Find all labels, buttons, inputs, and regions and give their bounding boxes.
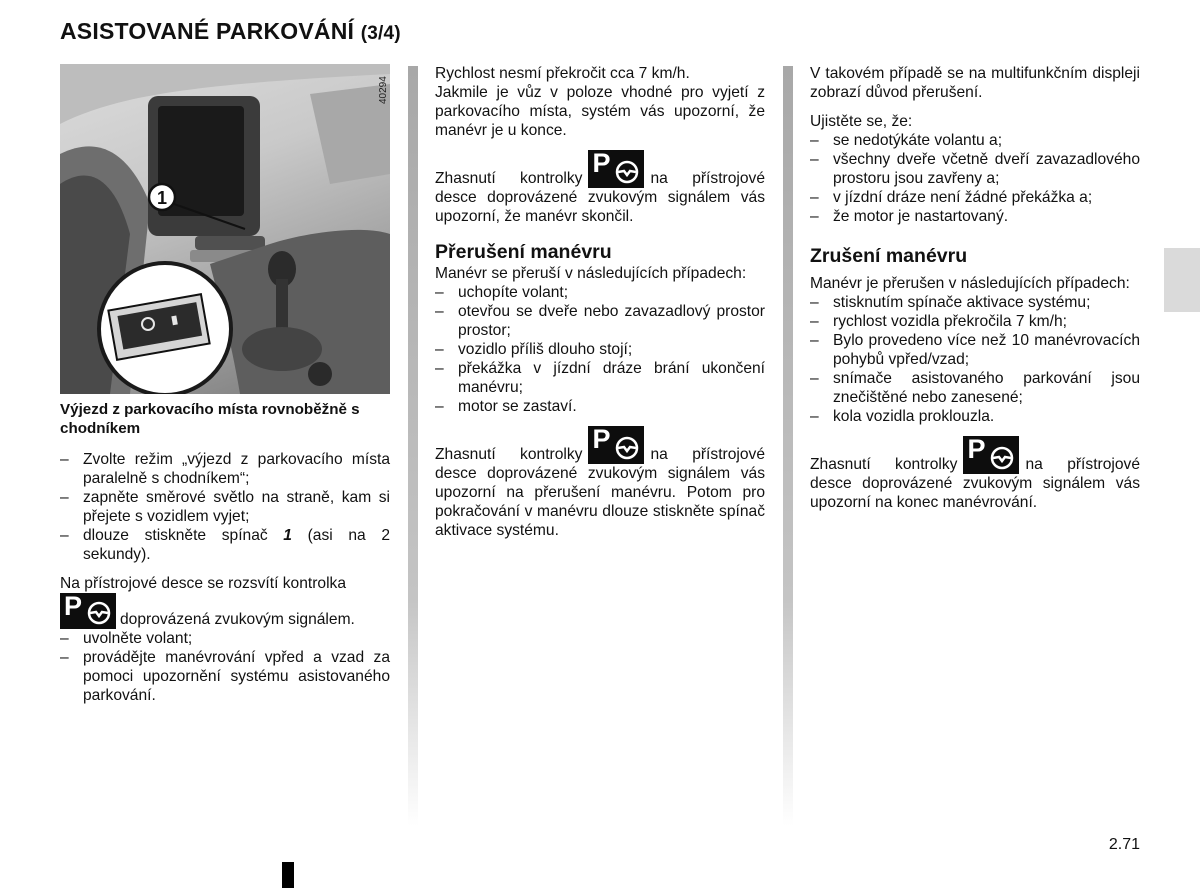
paragraph-text: Na přístrojové desce se rozsvítí kontrolka [60, 575, 347, 592]
page-part: (3/4) [360, 23, 401, 44]
list-item: – motor se zastaví. [435, 397, 765, 416]
paragraph-text: Zhasnutí kontrolky [435, 170, 583, 187]
interrupt-list [435, 283, 765, 416]
section-heading: Přerušení manévru [435, 241, 612, 263]
list-item: – překážka v jízdní dráze brání ukončení manévru; [435, 359, 765, 397]
paragraph-text: na přístrojové desce doprovázené zvukovým signálem vás upozorní na konec manévrování. [810, 456, 1140, 511]
list-item: – otevřou se dveře nebo zavazadlový prostor prostor; [435, 302, 765, 340]
list-item: – uchopíte volant; [435, 283, 765, 302]
list-item [60, 526, 390, 564]
list-item: – že motor je nastartovaný. [810, 207, 1140, 226]
dashboard-illustration [60, 64, 390, 394]
paragraph: V takovém případě se na multifunkčním displeji zobrazí důvod přerušení. [810, 65, 1140, 101]
page-number: 2.71 [1108, 836, 1140, 853]
figure-code: 40294 [378, 76, 389, 104]
check-list [810, 131, 1140, 226]
paragraph [810, 436, 1140, 512]
list-item: – v jízdní dráze není žádné překážka a; [810, 188, 1140, 207]
list-item: – kola vozidla proklouzla. [810, 407, 1140, 426]
list-item: – provádějte manévrování vpřed a vzad za pomoci upozornění systému asistovaného parkování. [60, 648, 390, 705]
list-item-text: (asi na 2 sekundy). [83, 527, 390, 563]
paragraph-text: Zhasnutí kontrolky [435, 446, 583, 463]
paragraph: Manévr se přeruší v následujících případech: [435, 265, 747, 282]
switch-reference: 1 [283, 527, 292, 544]
park-assist-icon: P [588, 426, 644, 464]
paragraph-text: Zhasnutí kontrolky [810, 456, 958, 473]
paragraph-text: doprovázená zvukovým signálem. [120, 611, 355, 628]
paragraph: Ujistěte se, že: [810, 113, 913, 130]
steps-list-1 [60, 450, 390, 564]
column-separator [408, 66, 418, 826]
page-title [60, 18, 401, 45]
list-item: – rychlost vozidla překročila 7 km/h; [810, 312, 1140, 331]
indicator-paragraph [60, 574, 390, 629]
paragraph-text: na přístrojové desce doprovázené zvukovým signálem vás upozorní na přerušení manévru. Potom pro pokračování v manévru dlouze stiskněte spínač aktivace systému. [435, 446, 765, 539]
list-item: – uvolněte volant; [60, 629, 390, 648]
list-item: – zapněte směrové světlo na straně, kam si přejete s vozidlem vyjet; [60, 488, 390, 526]
list-item: – Zvolte režim „výjezd z parkovacího místa paralelně s chodníkem“; [60, 450, 390, 488]
park-assist-icon: P [963, 436, 1019, 474]
callout-number: 1 [156, 188, 168, 208]
paragraph [435, 150, 765, 226]
cancel-list [810, 293, 1140, 426]
paragraph-text: na přístrojové desce doprovázené zvukovým signálem vás upozorní, že manévr skončil. [435, 170, 765, 225]
column-separator [783, 66, 793, 826]
dashboard-drawing [60, 64, 390, 394]
list-item: – stisknutím spínače aktivace systému; [810, 293, 1140, 312]
paragraph: Jakmile je vůz v poloze vhodné pro vyjetí z parkovacího místa, systém vás upozorní, že manévr je u konce. [435, 84, 765, 139]
paragraph: Rychlost nesmí překročit cca 7 km/h. [435, 65, 690, 82]
page-title-text: ASISTOVANÉ PARKOVÁNÍ [60, 18, 355, 44]
paragraph [435, 426, 765, 540]
list-item: – Bylo provedeno více než 10 manévrovacích pohybů vpřed/vzad; [810, 331, 1140, 369]
list-item: – všechny dveře včetně dveří zavazadlového prostoru jsou zavřeny a; [810, 150, 1140, 188]
list-item: – se nedotýkáte volantu a; [810, 131, 1140, 150]
chapter-tab [1164, 248, 1200, 312]
column-2 [435, 64, 765, 550]
list-item: – snímače asistovaného parkování jsou znečištěné nebo zanesené; [810, 369, 1140, 407]
paragraph: Manévr je přerušen v následujících případech: [810, 275, 1130, 292]
column-1 [60, 64, 390, 715]
park-assist-icon: P [60, 593, 116, 629]
park-assist-icon: P [588, 150, 644, 188]
list-item-text: dlouze stiskněte spínač [83, 527, 268, 544]
print-mark [282, 862, 294, 888]
figure-caption: Výjezd z parkovacího místa rovnoběžně s chodníkem [60, 401, 360, 437]
steps-list-2 [60, 629, 390, 705]
list-item: – vozidlo příliš dlouho stojí; [435, 340, 765, 359]
column-3 [810, 64, 1140, 522]
section-heading: Zrušení manévru [810, 245, 968, 267]
